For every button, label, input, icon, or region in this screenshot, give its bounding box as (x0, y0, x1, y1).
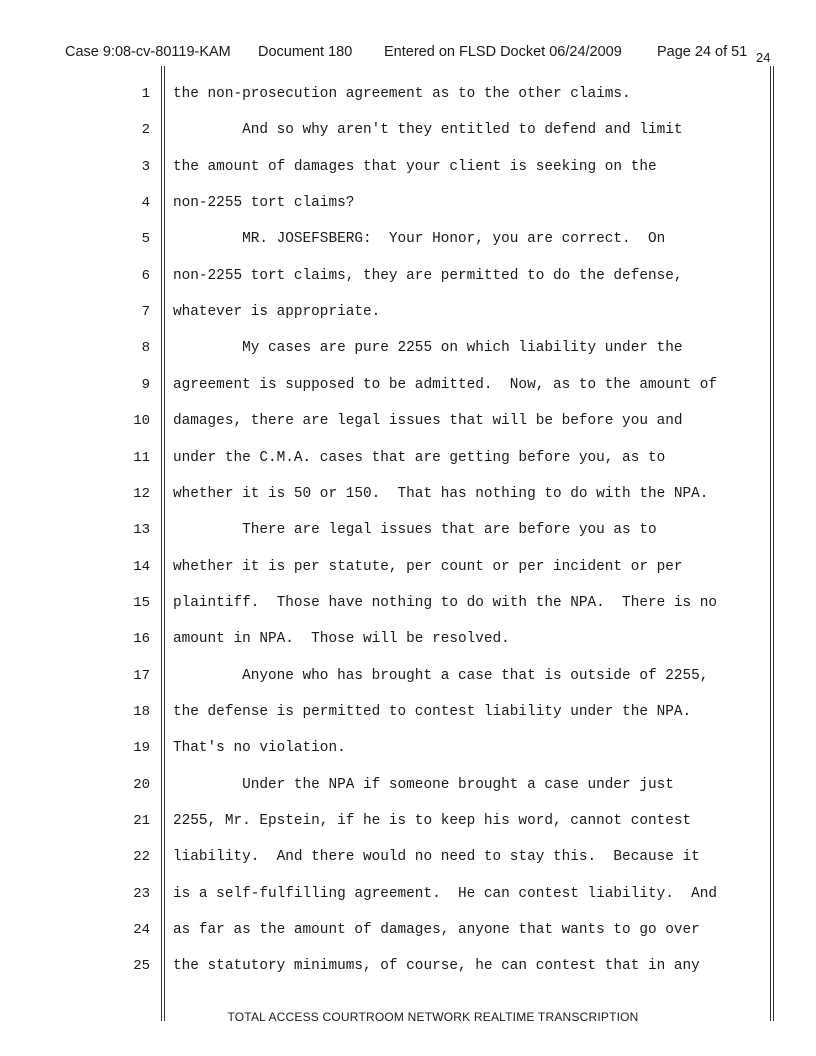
line-number: 17 (133, 668, 150, 684)
transcript-line: Under the NPA if someone brought a case under just (173, 777, 674, 793)
transcript-line: non-2255 tort claims? (173, 195, 355, 211)
line-number: 23 (133, 886, 150, 902)
line-number: 24 (133, 922, 150, 938)
line-number: 25 (133, 958, 150, 974)
transcript-line: My cases are pure 2255 on which liability under the (173, 340, 683, 356)
line-number: 21 (133, 813, 150, 829)
case-number: Case 9:08-cv-80119-KAM (65, 44, 231, 60)
transcript-line: agreement is supposed to be admitted. Now, as to the amount of (173, 377, 718, 393)
docket-entry-date: Entered on FLSD Docket 06/24/2009 (384, 44, 622, 60)
transcript-line: the statutory minimums, of course, he can contest that in any (173, 958, 700, 974)
line-number: 5 (141, 231, 150, 247)
line-number: 11 (133, 450, 150, 466)
line-number: 3 (141, 159, 150, 175)
transcript-line: under the C.M.A. cases that are getting before you, as to (173, 450, 666, 466)
line-number: 14 (133, 559, 150, 575)
transcript-line: MR. JOSEFSBERG: Your Honor, you are correct. On (173, 231, 666, 247)
line-number: 8 (141, 340, 150, 356)
line-number: 7 (141, 304, 150, 320)
transcript-line: whether it is per statute, per count or per incident or per (173, 559, 683, 575)
line-number: 6 (141, 268, 150, 284)
line-number: 19 (133, 740, 150, 756)
transcript-line: whether it is 50 or 150. That has nothing to do with the NPA. (173, 486, 709, 502)
transcript-line: That's no violation. (173, 740, 346, 756)
transcript-line: the defense is permitted to contest liability under the NPA. (173, 704, 692, 720)
right-margin-rule (773, 66, 774, 1021)
transcript-line: Anyone who has brought a case that is outside of 2255, (173, 668, 709, 684)
filing-page-count: Page 24 of 51 (657, 44, 748, 60)
transcript-line: There are legal issues that are before you as to (173, 522, 657, 538)
line-number: 22 (133, 849, 150, 865)
line-number: 9 (141, 377, 150, 393)
transcript-footer: TOTAL ACCESS COURTROOM NETWORK REALTIME TRANSCRIPTION (227, 1010, 639, 1024)
transcript-line: liability. And there would no need to stay this. Because it (173, 849, 700, 865)
line-number: 10 (133, 413, 150, 429)
line-number: 18 (133, 704, 150, 720)
transcript-line: plaintiff. Those have nothing to do with the NPA. There is no (173, 595, 718, 611)
court-filing-header (0, 44, 816, 68)
line-number: 4 (141, 195, 150, 211)
line-number: 20 (133, 777, 150, 793)
line-number: 12 (133, 486, 150, 502)
transcript-line: as far as the amount of damages, anyone that wants to go over (173, 922, 700, 938)
transcript-page-number: 24 (756, 50, 771, 65)
transcript-line: non-2255 tort claims, they are permitted to do the defense, (173, 268, 683, 284)
right-margin-rule (770, 66, 771, 1021)
transcript-line: is a self-fulfilling agreement. He can contest liability. And (173, 886, 718, 902)
document-number: Document 180 (258, 44, 353, 60)
line-number: 2 (141, 122, 150, 138)
transcript-line: the non-prosecution agreement as to the other claims. (173, 86, 631, 102)
transcript-line: damages, there are legal issues that will be before you and (173, 413, 683, 429)
left-margin-rule (164, 66, 165, 1021)
transcript-line: amount in NPA. Those will be resolved. (173, 631, 510, 647)
transcript-line: And so why aren't they entitled to defend and limit (173, 122, 683, 138)
line-number: 15 (133, 595, 150, 611)
transcript-line: whatever is appropriate. (173, 304, 381, 320)
line-number: 13 (133, 522, 150, 538)
transcript-line: the amount of damages that your client is seeking on the (173, 159, 657, 175)
transcript-line: 2255, Mr. Epstein, if he is to keep his word, cannot contest (173, 813, 692, 829)
left-margin-rule (161, 66, 162, 1021)
line-number: 1 (141, 86, 150, 102)
line-number: 16 (133, 631, 150, 647)
